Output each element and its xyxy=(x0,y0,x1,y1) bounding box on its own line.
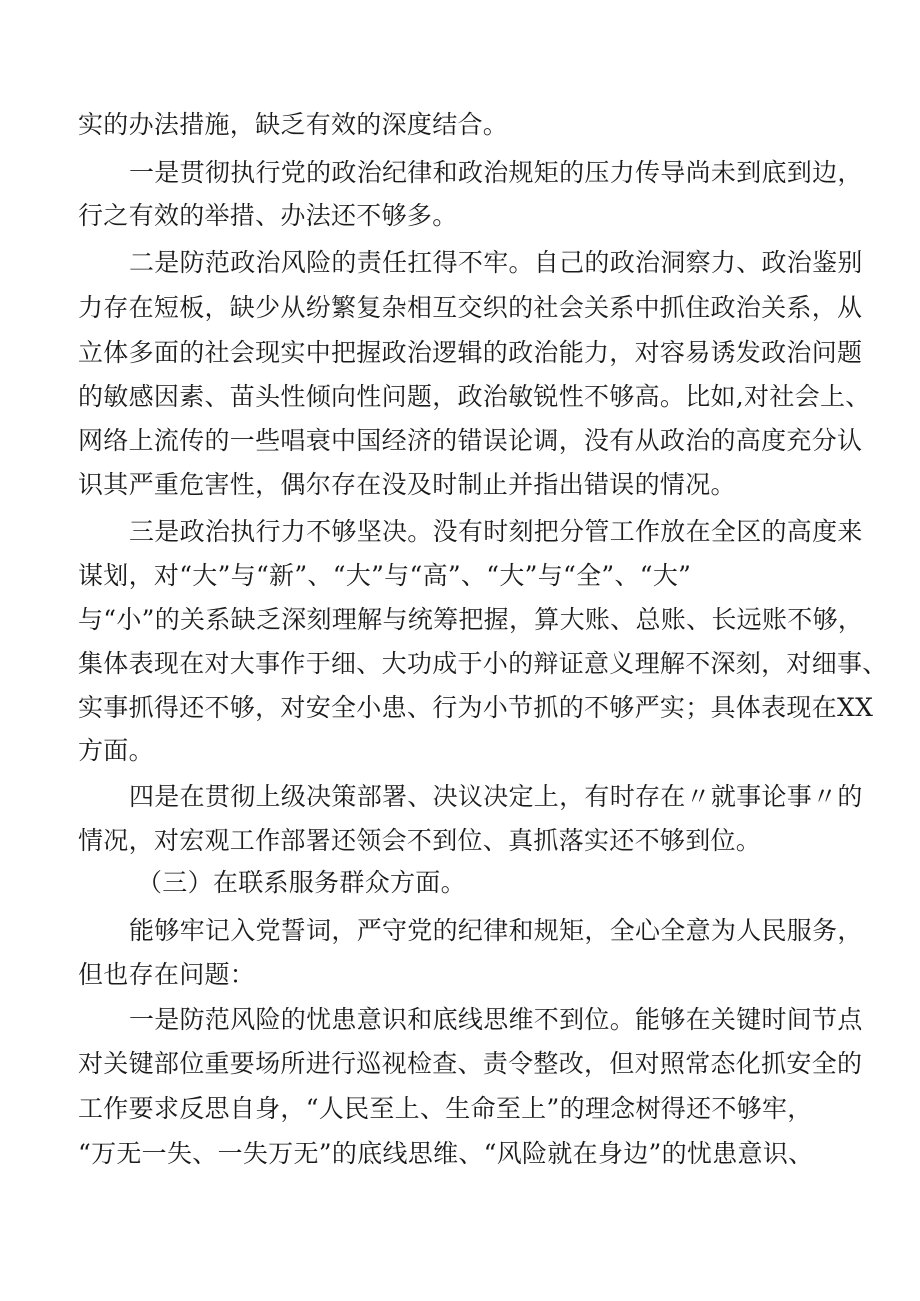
text-line: 三是政治执行力不够坚决。没有时刻把分管工作放在全区的高度来 xyxy=(129,517,863,546)
text-line: 对关键部位重要场所进行巡视检查、责令整改，但对照常态化抓安全的 xyxy=(78,1049,863,1078)
text-line: 工作要求反思自身，“人民至上、生命至上”的理念树得还不够牢， xyxy=(78,1094,813,1123)
text-line: 行之有效的举措、办法还不够多。 xyxy=(78,201,458,230)
text-line: 集体表现在对大事作于细、大功成于小的辩证意义理解不深刻，对细事、 xyxy=(78,649,888,678)
text-line: 实事抓得还不够，对安全小患、行为小节抓的不够严实；具体表现在XX xyxy=(78,693,874,722)
text-line: 四是在贯彻上级决策部署、决议决定上，有时存在〃就事论事〃的 xyxy=(129,782,863,811)
text-line: 一是防范风险的忧患意识和底线思维不到位。能够在关键时间节点 xyxy=(129,1005,863,1034)
text-line: 方面。 xyxy=(78,736,154,765)
text-line: 识其严重危害性，偶尔存在没及时制止并指出错误的情况。 xyxy=(78,470,736,499)
text-line: 网络上流传的一些唱衰中国经济的错误论调，没有从政治的高度充分认 xyxy=(78,426,863,455)
text-line: 能够牢记入党誓词，严守党的纪律和规矩，全心全意为人民服务， xyxy=(129,916,863,945)
text-line: 与“小”的关系缺乏深刻理解与统筹把握，算大账、总账、长远账不够， xyxy=(78,605,864,634)
text-line: “万无一失、一失万无”的底线思维、“风险就在身边”的忧患意识、 xyxy=(78,1139,814,1168)
text-line: 力存在短板，缺少从纷繁复杂相互交织的社会关系中抓住政治关系，从 xyxy=(78,293,863,322)
text-line: 谋划，对“大”与“新”、“大”与“高”、“大”与“全”、“大” xyxy=(78,561,692,590)
text-line: 立体多面的社会现实中把握政治逻辑的政治能力，对容易诱发政治问题 xyxy=(78,338,863,367)
text-line: 但也存在问题： xyxy=(78,960,256,989)
section-heading: （三）在联系服务群众方面。 xyxy=(137,868,466,897)
text-line: 实的办法措施，缺乏有效的深度结合。 xyxy=(78,110,509,139)
text-line: 情况，对宏观工作部署还领会不到位、真抓落实还不够到位。 xyxy=(78,826,762,855)
text-line: 一是贯彻执行党的政治纪律和政治规矩的压力传导尚未到底到边， xyxy=(129,158,863,187)
text-line: 二是防范政治风险的责任扛得不牢。自己的政治洞察力、政治鉴别 xyxy=(129,248,863,277)
text-line: 的敏感因素、苗头性倾向性问题，政治敏锐性不够高。比如,对社会上、 xyxy=(78,382,871,411)
